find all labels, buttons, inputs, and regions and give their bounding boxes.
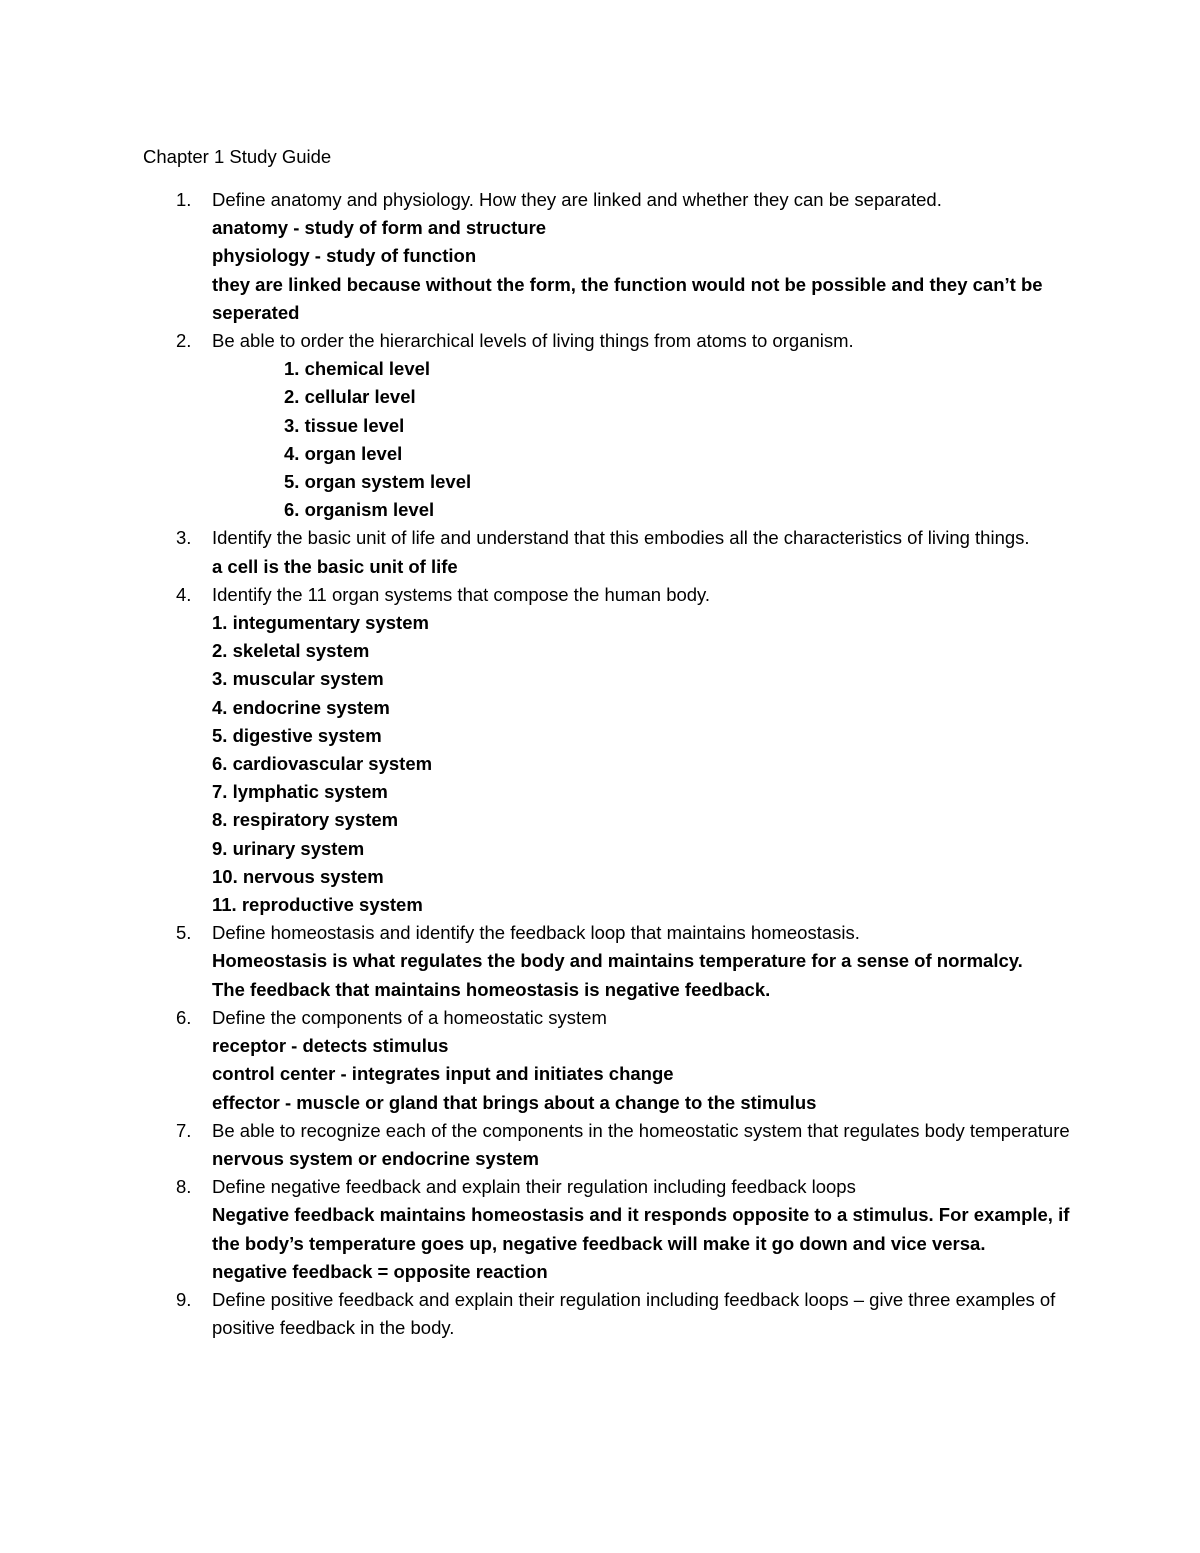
question-number: 8.	[176, 1176, 192, 1198]
question-number: 2.	[176, 330, 192, 352]
question-item	[0, 524, 1200, 580]
answer-line: 4. endocrine system	[212, 696, 390, 718]
question-number: 4.	[176, 583, 192, 605]
answer-line: receptor - detects stimulus	[212, 1035, 449, 1057]
answer-line: negative feedback = opposite reaction	[212, 1260, 548, 1282]
answer-line: 6. cardiovascular system	[212, 753, 433, 775]
answer-line: 2. cellular level	[284, 386, 416, 408]
question-item	[0, 1173, 1200, 1286]
question-number: 5.	[176, 922, 192, 944]
question-item	[0, 1286, 1200, 1342]
answer-line: 11. reproductive system	[212, 894, 423, 916]
answer-line: 10. nervous system	[212, 865, 384, 887]
answer-line: 5. organ system level	[284, 471, 472, 493]
question-number: 6.	[176, 1006, 192, 1028]
answer-line: The feedback that maintains homeostasis is negative feedback.	[212, 978, 771, 1000]
answer-line: 1. chemical level	[284, 358, 431, 380]
answer-line: 7. lymphatic system	[212, 781, 388, 803]
answer-line: a cell is the basic unit of life	[212, 555, 458, 577]
answer-line: 2. skeletal system	[212, 640, 370, 662]
question-text: Be able to recognize each of the components in the homeostatic system that regulates body temperature	[212, 1119, 1070, 1141]
question-item	[0, 581, 1200, 919]
document-title: Chapter 1 Study Guide	[143, 146, 332, 167]
answer-line: control center - integrates input and initiates change	[212, 1063, 674, 1085]
question-text: Define homeostasis and identify the feedback loop that maintains homeostasis.	[212, 922, 860, 944]
question-text: Identify the 11 organ systems that compose the human body.	[212, 583, 711, 605]
answer-line: effector - muscle or gland that brings about a change to the stimulus	[212, 1091, 817, 1113]
answer-line: 3. tissue level	[284, 414, 405, 436]
question-item	[0, 1004, 1200, 1117]
question-text: Define positive feedback and explain their regulation including feedback loops – give three examples of positive feedback in the body.	[212, 1288, 1056, 1339]
answer-line: 1. integumentary system	[212, 612, 429, 634]
question-number: 9.	[176, 1288, 192, 1310]
question-text: Define negative feedback and explain their regulation including feedback loops	[212, 1176, 856, 1198]
question-text: Define anatomy and physiology. How they are linked and whether they can be separated.	[212, 189, 942, 210]
question-item	[0, 327, 1200, 524]
answer-line: Homeostasis is what regulates the body and maintains temperature for a sense of normalcy.	[212, 950, 1023, 972]
answer-line: Negative feedback maintains homeostasis and it responds opposite to a stimulus. For example, if the body’s temperature goes up, negative feedback will make it go down and vice versa.	[212, 1204, 1070, 1254]
question-number: 1.	[176, 189, 192, 210]
answer-line: they are linked because without the form, the function would not be possible and they can’t be seperated	[212, 273, 1043, 323]
answer-line: nervous system or endocrine system	[212, 1147, 539, 1169]
answer-line: 8. respiratory system	[212, 809, 399, 831]
question-text: Identify the basic unit of life and understand that this embodies all the characteristics of living things.	[212, 527, 1030, 549]
question-item	[0, 186, 1200, 327]
question-text: Define the components of a homeostatic system	[212, 1006, 607, 1028]
answer-line: 4. organ level	[284, 442, 403, 464]
question-list	[0, 186, 1200, 1342]
question-number: 3.	[176, 527, 192, 549]
question-item	[0, 919, 1200, 1004]
answer-line: 3. muscular system	[212, 668, 384, 690]
answer-line: anatomy - study of form and structure	[212, 217, 547, 239]
question-number: 7.	[176, 1119, 192, 1141]
question-text: Be able to order the hierarchical levels of living things from atoms to organism.	[212, 330, 854, 352]
question-item	[0, 1117, 1200, 1173]
answer-line: physiology - study of function	[212, 245, 477, 267]
answer-line: 6. organism level	[284, 499, 435, 521]
answer-line: 9. urinary system	[212, 837, 365, 859]
answer-line: 5. digestive system	[212, 724, 382, 746]
